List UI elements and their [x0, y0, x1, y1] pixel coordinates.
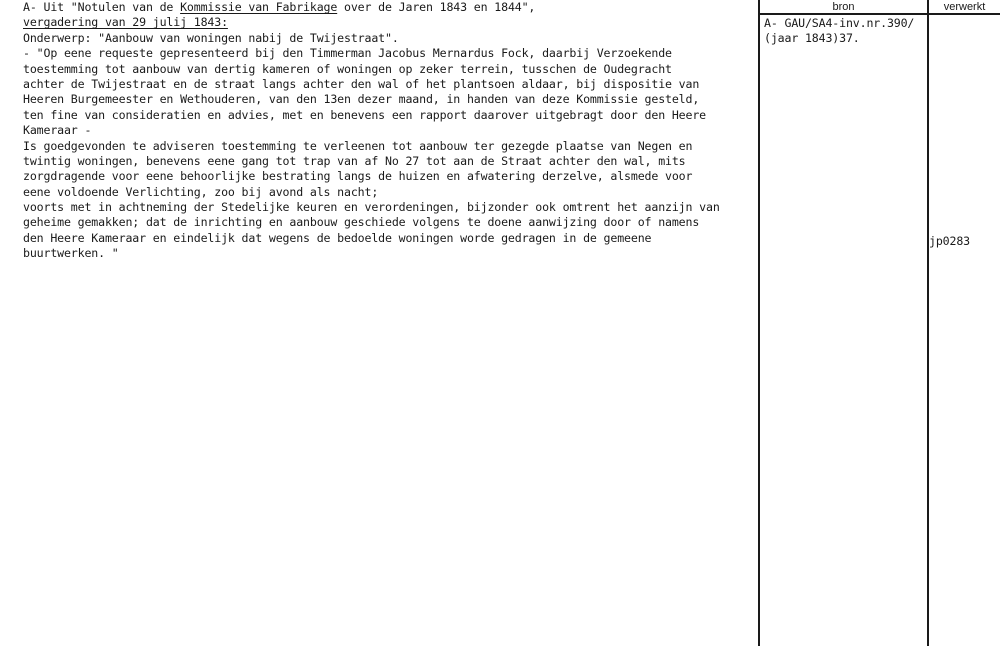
text-segment: buurtwerken. " [23, 246, 119, 261]
text-line [23, 62, 758, 77]
text-line [23, 46, 758, 61]
text-line [23, 200, 758, 215]
transcription-text [23, 0, 758, 262]
text-segment: - "Op eene requeste gepresenteerd bij den Timmerman Jacobus Mernardus Fock, daarbij Verzoekende [23, 46, 672, 61]
text-segment: Kameraar - [23, 123, 92, 138]
text-line [23, 139, 758, 154]
text-line [23, 246, 758, 261]
text-segment: Is goedgevonden te adviseren toestemming te verleenen tot aanbouw ter gezegde plaatse van Negen en [23, 138, 693, 153]
source-line-1: A- GAU/SA4-inv.nr.390/ [764, 16, 915, 30]
processed-code: jp0283 [929, 234, 970, 248]
text-line [23, 169, 758, 184]
text-segment: ten fine van consideratien en advies, met en benevens een rapport daarover uitgebragt door den Heere [23, 107, 707, 122]
source-column-header: bron [832, 1, 855, 13]
text-line [23, 215, 758, 230]
underlined-text: vergadering van 29 julij 1843: [23, 15, 228, 30]
text-segment: Onderwerp: "Aanbouw van woningen nabij de Twijestraat". [23, 30, 399, 45]
column-divider-right [927, 0, 929, 646]
text-line [23, 154, 758, 169]
text-segment: zorgdragende voor eene behoorlijke bestrating langs de huizen en afwatering derzelve, alsmede voor [23, 169, 693, 184]
text-segment: over de Jaren 1843 en 1844", [337, 0, 536, 14]
text-segment: eene voldoende Verlichting, zoo bij avond als nacht; [23, 184, 379, 199]
text-line [23, 77, 758, 92]
text-line [23, 231, 758, 246]
text-segment: twintig woningen, benevens eene gang tot trap van af No 27 tot aan de Straat achter den wal, mits [23, 153, 686, 168]
text-segment: A- Uit "Notulen van de [23, 0, 181, 14]
text-segment: voorts met in achtneming der Stedelijke keuren en verordeningen, bijzonder ook omtrent het aanzijn van [23, 200, 720, 215]
text-segment: geheime gemakken; dat de inrichting en aanbouw geschiede volgens te doene aanwijzing door of namens [23, 215, 700, 230]
text-line [23, 185, 758, 200]
text-segment: den Heere Kameraar en eindelijk dat wegens de bedoelde woningen worde gedragen in de gemeene [23, 230, 652, 245]
source-line-2: (jaar 1843)37. [764, 31, 860, 46]
text-segment: Heeren Burgemeester en Wethouderen, van den 13en dezer maand, in handen van deze Kommissie gesteld, [23, 92, 700, 107]
text-line [23, 0, 758, 15]
text-line [23, 92, 758, 107]
underlined-text: Kommissie van Fabrikage [180, 0, 338, 14]
source-reference [764, 16, 926, 47]
text-line [23, 123, 758, 138]
text-line [23, 15, 758, 30]
text-line [23, 108, 758, 123]
processed-column-header: verwerkt [943, 1, 986, 13]
column-divider-left [758, 0, 760, 646]
text-segment: toestemming tot aanbouw van dertig kameren of woningen op zeker terrein, tusschen de Oudegracht [23, 61, 672, 76]
text-segment: achter de Twijestraat en de straat langs achter den wal of het plantsoen aldaar, bij dispositie van [23, 76, 700, 91]
text-line [23, 31, 758, 46]
